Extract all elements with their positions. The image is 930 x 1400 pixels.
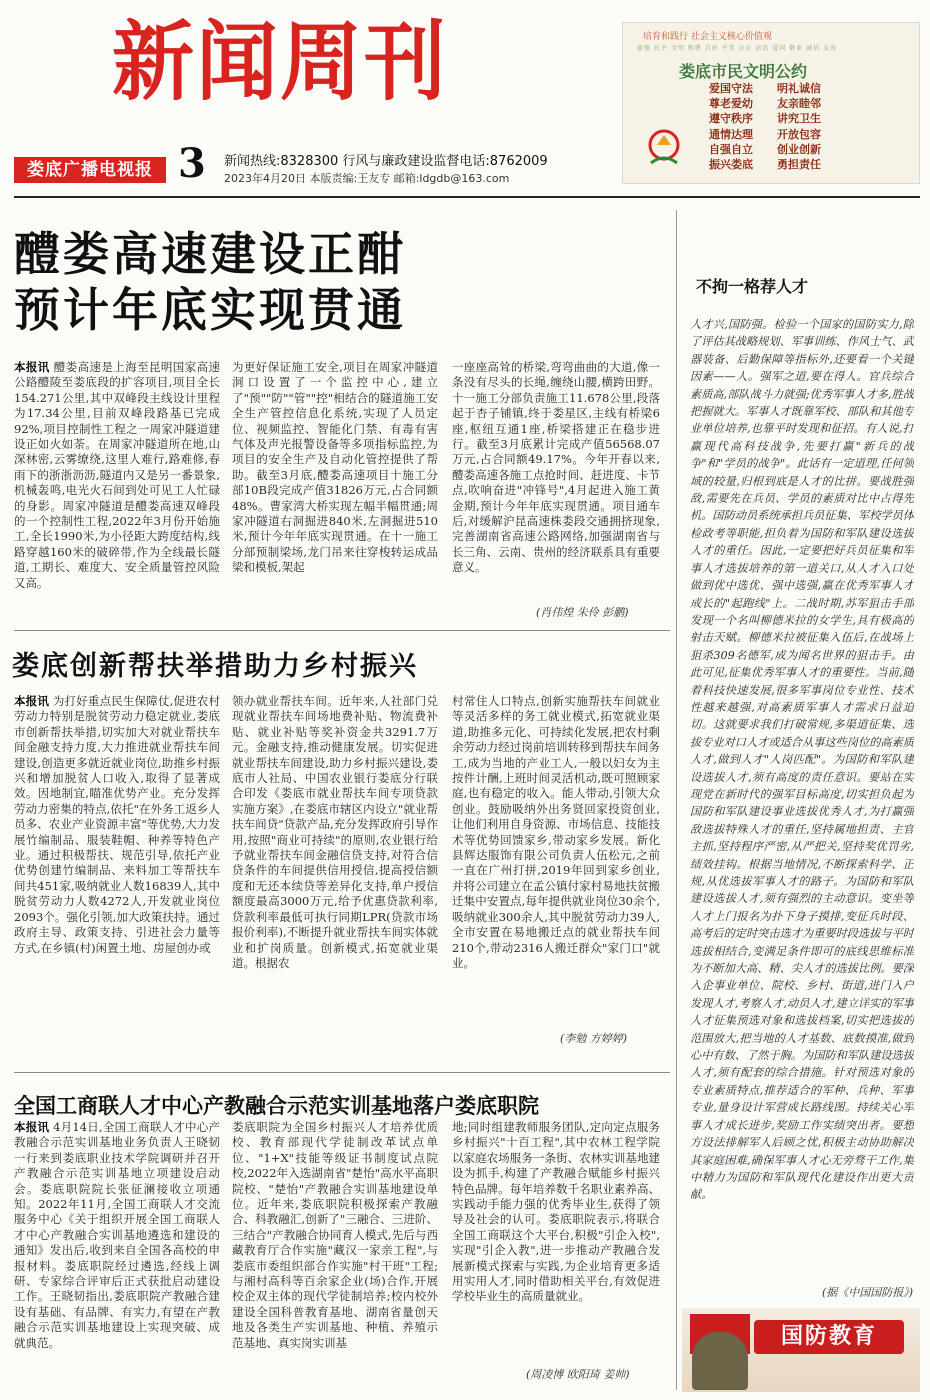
poster-item: 友亲睦邻 <box>777 97 821 111</box>
poster-item: 尊老爱幼 <box>709 97 753 111</box>
article2-byline: (李勉 方婷婷) <box>560 1032 628 1045</box>
lead-tag: 本报讯 <box>14 1120 50 1134</box>
soldier-image <box>692 1332 748 1390</box>
article1-col1 <box>14 360 220 612</box>
poster-slogan: 培育和践行 社会主义核心价值观 <box>643 32 772 42</box>
article2-col2 <box>232 694 438 1056</box>
body-text: 为更好保证施工安全,项目在周家冲隧道洞口设置了一个监控中心,建立了"预""防""管""控"相结合的隧道施工安全生产管控信息化系统,实现了人员定位、视频监控、智能化门禁、有毒有害气体及声光报警设备等多项指标监控,为项目的安全生产及自动化管控提供了帮助。截至3月底,醴娄高速项目十施工分部10B段完成产值31826万元,占合同额48%。曹家湾大桥实现左幅半幅贯通;周家冲隧道右洞掘进840米,左洞掘进510米,预计今年年底实现贯通。在十一施工分部预制梁场,龙门吊来往穿梭转运成品梁和模板,架起 <box>232 360 438 575</box>
body-text: 一座座高耸的桥梁,弯弯曲曲的大道,像一条没有尽头的长绳,缠绕山腰,横跨田野。十一施工分部负责施工11.678公里,段落起于杏子铺镇,终于娄星区,主线有桥梁6座,枢纽互通1座,桥梁搭建正在稳步进行。截至3月底累计完成产值56568.07万元,占合同额49.17%。今年开春以来,醴娄高速各施工点抢时间、赶进度、卡节点,吹响奋进"冲锋号",4月起进入施工黄金期,预计今年年底实现贯通。项目通车后,对缓解沪昆高速株娄段交通拥挤现象,完善湖南省高速公路网络,加强湖南省与长三角、云南、贵州的经济联系具有重要意义。 <box>452 360 660 575</box>
poster-item: 讲究卫生 <box>777 112 821 126</box>
poster-item: 开放包容 <box>777 127 821 141</box>
hotline-text: 新闻热线:8328300 行风与廉政建设监督电话:8762009 <box>224 154 548 169</box>
body-text: 为打好重点民生保障仗,促进农村劳动力特别是脱贫劳动力稳定就业,娄底市创新帮扶举措,切实加大对就业帮扶车间金融支持力度,大力推进就业帮扶车间建设,创造更多就近就业岗位,助推乡村振兴和增加脱贫人口收入,取得了显著成效。因地制宜,瞄准优势产业。充分发挥劳动力密集的特点,依托"在外务工返乡人员多、农业产业资源丰富"等优势,大力发展竹编制品、服装鞋帽、种养等特色产业。通过积极帮扶、规范引导,依托产业优势创建竹编制品、来料加工等帮扶车间共451家,吸纳就业人数16839人,其中脱贫劳动力人数4272人,开发就业岗位2093个。强化引领,加大政策扶持。通过政府主导、政策支持、引进社会力量等方式,在乡镇(村)闲置土地、房屋创办或 <box>14 694 220 955</box>
article1-byline: (肖伟煌 朱伶 彭鹏) <box>536 606 629 619</box>
section-rule <box>14 1072 670 1073</box>
article2-col3 <box>452 694 660 1032</box>
poster-item: 遵守秩序 <box>709 112 753 126</box>
article3-col2 <box>232 1120 438 1390</box>
article2-col1 <box>14 694 220 1056</box>
body-text: 地;同时组建教师服务团队,定向定点服务乡村振兴"十百工程",其中农林工程学院以家庭农场服务一条街、农林实训基地建设为抓手,构建了产教融合赋能乡村振兴特色品牌。每年培养数千名职业素养高、实践动手能力强的优秀毕业生,获得了领导及社会的认可。娄底职院表示,将联合全国工商联这个大平台,积极"引企入校",实现"引企入教",进一步推动产教融合发展新模式探索与实践,为企业培育更多适用实用人才,同时借助相关平台,有效促进学校毕业生的高质量就业。 <box>452 1120 660 1304</box>
poster-subline: 富强 民主 文明 和谐 自由 平等 公正 法治 爱国 敬业 诚信 友善 <box>637 45 837 52</box>
article3-col3 <box>452 1120 660 1360</box>
poster-items <box>709 81 845 172</box>
civic-poster <box>622 22 920 184</box>
poster-item: 振兴娄底 <box>709 158 753 172</box>
article1-col3 <box>452 360 660 600</box>
masthead-title: 新闻周刊 <box>112 12 449 113</box>
poster-item: 通情达理 <box>709 127 753 141</box>
sidebar-column <box>682 258 920 1384</box>
lead-tag: 本报讯 <box>14 360 50 374</box>
body-text: 领办就业帮扶车间。近年来,人社部门兑现就业帮扶车间场地费补贴、物流费补贴、就业补贴等奖补资金共3291.7万元。金融支持,推动健康发展。切实促进就业帮扶车间建设,助力乡村振兴建设,娄底市人社局、中国农业银行娄底分行联合印发《娄底市就业帮扶车间专项贷款实施方案》,在娄底市辖区内设立"就业帮扶车间贷"贷款产品,充分发挥政府引导作用,按照"商业可持续"的原则,农业银行给予就业帮扶车间金融信贷支持,对符合信贷条件的车间提供信用授信,提高授信额度和无还本续贷等差异化支持,单户授信额度最高3000万元,给予优惠贷款利率,贷款利率最低可执行同期LPR(贷款市场报价利率),不断提升就业帮扶车间实体就业和扩岗质量。创新模式,拓宽就业渠道。根据农 <box>232 694 438 970</box>
header-rule <box>14 196 920 198</box>
article3-byline: (周凌博 欧阳琦 姜帅) <box>526 1368 630 1381</box>
headline-line1: 醴娄高速建设正酣 <box>14 227 406 281</box>
dateline-text: 2023年4月20日 本版责编:王友专 邮箱:ldgdb@163.com <box>224 172 510 185</box>
headline-line2: 预计年底实现贯通 <box>14 283 406 337</box>
national-defense-banner <box>682 1308 920 1392</box>
poster-title: 娄底市民文明公约 <box>679 62 808 81</box>
lead-tag: 本报讯 <box>14 694 50 708</box>
sidebar-source: (据《中国国防报》) <box>822 1286 914 1299</box>
body-text: 娄底职院为全国乡村振兴人才培养优质校、教育部现代学徒制改革试点单位、"1+X"技能等级证书制度试点院校,2022年入选湖南省"楚怡"高水平高职院校、"楚怡"产教融合实训基地建设单位。近年来,娄底职院积极探索产教融合、科教融汇,创新了"三融合、三进阶、三结合"产教融合协同育人模式,先后与西藏教育厅合作实施"藏汉一家亲工程",与娄底市委组织部合作实施"村干班"工程;与湘村高科等百余家企业(场)合作,开展校企双主体的现代学徒制培养;校内校外建设全国科普教育基地、湖南省量创天地及各类生产实训基地、种植、养殖示范基地、真实岗实训基 <box>232 1120 438 1350</box>
page-number: 3 <box>178 140 206 187</box>
poster-item: 创业创新 <box>777 142 821 156</box>
sidebar-body: 人才兴,国防强。检验一个国家的国防实力,除了评估其战略规划、军事训练、作风士气、武器装备、后勤保障等指标外,还要看一个关键因素——人。强军之道,要在得人。官兵综合素质高,部队战斗力就强;优秀军事人才多,胜战把握就大。军事人才既靠军校、部队和其他专业单位培养,也靠平时发现和征招。有人说,打赢现代高科技战争,先要打赢"新兵的战争"和"学员的战争"。此话有一定道理,任何领域的较量,归根到底是人才的比拼。要战胜强敌,需要先在兵员、学员的素质对比中占得先机。国防动员系统承担兵员征集、军校学员体检政考等职能,担负着为国防和军队建设选拔人才的重任。因此,一定要把好兵员征集和军事人才选拔培养的第一道关口,从人才入口处做到优中选优、强中选强,赢在优秀军事人才成长的"起跑线"上。二战时期,苏军狙击手部发现一个名叫柳德米拉的女学生,具有极高的射击天赋。柳德米拉被征集入伍后,在战场上狙杀309名德军,成为闻名世界的狙击手。由此可见,征集优秀军事人才的重要性。当前,随着科技快速发展,很多军事岗位专业性、技术性越来越强,对高素质军事人才需求日益迫切。这就要求我们打破常规,多渠道征集、选拔专业对口人才或适合从事这些岗位的高素质人才,做到人才"人岗匹配"。为国防和军队建设选拔人才,须有高度的责任意识。要站在实现党在新时代的强军目标高度,切实担负起为国防和军队建设事业选拔优秀人才,为打赢强敌选拔特殊人才的重任,坚持属地担责、主官主抓,坚持程序严密,从严把关,坚持奖优罚劣,绩效挂钩。根据当地情况,不断探索科学、正规,从优选拔军事人才的路子。为国防和军队建设选拔人才,须有强烈的主动意识。变坐等人才上门报名为扑下身子摸排,变征兵时段、高考后的定时突击选才为重要时段选拔与平时选拔相结合,变满足条件即可的底线思维标准为不断加大高、精、尖人才的选拔比例。要深入企事业单位、院校、乡村、街道,进门入户发现人才,考察人才,动员人才,建立详实的军事人才征集预选对象和选拔档案,切实把选拔的范围放大,把当地的人才基数、底数摸准,做到心中有数、了然于胸。为国防和军队建设选拔人才,须有配套的综合措施。针对预选对象的专业素质特点,推荐适合的军种、兵种、军事专业,量身设计军营成长路线图。持续关心军事人才成长进步,奖励工作实绩突出者。要想方设法排解军人后顾之忧,积极主动协助解决其家庭困难,确保军事人才心无旁骛干工作,集中精力为国防和军队现代化建设作出更大贡献。 <box>690 318 914 1202</box>
banner-label: 国防教育 <box>754 1320 904 1354</box>
article3-headline: 全国工商联人才中心产教融合示范实训基地落户娄底职院 <box>14 1094 539 1118</box>
poster-item: 明礼诚信 <box>777 82 821 95</box>
body-text: 4月14日,全国工商联人才中心产教融合示范实训基地业务负责人王晓韧一行来到娄底职业技术学院调研并召开产教融合示范实训基地立项建设启动会。娄底职院院长张征澜接收立项通知。2022年11月,全国工商联人才交流服务中心《关于组织开展全国工商联人才中心产教融合实训基地遴选和建设的通知》发出后,收到来自全国各高校的申报材料。娄底职院经过遴选,经线上调研、专家综合评审后正式获批启动建设工作。王晓韧指出,娄底职院产教融合建设有基础、有品牌、有实力,有望在产教融合示范实训基地建设上实现突破、成就典范。 <box>14 1120 220 1350</box>
poster-item: 勇担责任 <box>777 158 821 172</box>
article3-col1 <box>14 1120 220 1390</box>
sidebar-title: 不拘一格荐人才 <box>696 277 809 296</box>
city-emblem-icon <box>637 123 691 177</box>
body-text: 醴娄高速是上海至昆明国家高速公路醴陵至娄底段的扩容项目,项目全长154.271公里,其中双峰段主线设计里程为17.34公里,目前双峰段路基已完成92%,项目控制性工程之一周家冲隧道建设正如火如荼。在周家冲隧道所在地,山深林密,云雾缭绕,这里人难行,路难修,春雨下的浙浙沥沥,隧道内又是另一番景象,机械轰鸣,电光火石间到处可见工人忙碌的身影。周家冲隧道是醴娄高速双峰段的一个控制性工程,2022年3月份开始施工,全长1990米,为小径距大跨度结构,线路穿越160米的破碎带,作为全线最长隧道,工期长、难度大、安全质量管控风险又高。 <box>14 360 220 590</box>
poster-item: 自强自立 <box>709 142 753 156</box>
article1-headline <box>14 226 406 338</box>
body-text: 村常住人口特点,创新实施帮扶车间就业等灵活多样的务工就业模式,拓宽就业渠道,助推多元化、可持续化发展,把农村剩余劳动力经过岗前培训转移到帮扶车间务工,成为当地的产业工人,一般以妇女为主按件计酬,上班时间灵活机动,既可照顾家庭,也有稳定的收入。能人带动,引领大众创业。鼓励吸纳外出务贤回家投资创业,让他们利用自身资源、市场信息、技能技术等优势回馈家乡,带动家乡发展。新化县辉达服饰有限公司负责人伍松元,之前一直在广州打拼,2019年回到家乡创业,并将公司建立在孟公镇付家村易地扶贫搬迁集中安置点,每年提供就业岗位30余个,吸纳就业300余人,其中脱贫劳动力39人,全市安置在易地搬迁点的就业帮扶车间210个,带动2316人搬迁群众"家门口"就业。 <box>452 694 660 970</box>
article2-headline: 娄底创新帮扶举措助力乡村振兴 <box>12 651 418 682</box>
poster-item: 爱国守法 <box>709 82 753 95</box>
section-rule <box>14 630 670 631</box>
article1-col2 <box>232 360 438 612</box>
column-divider <box>676 210 677 1390</box>
brand-badge: 娄底广播电视报 <box>14 157 166 183</box>
